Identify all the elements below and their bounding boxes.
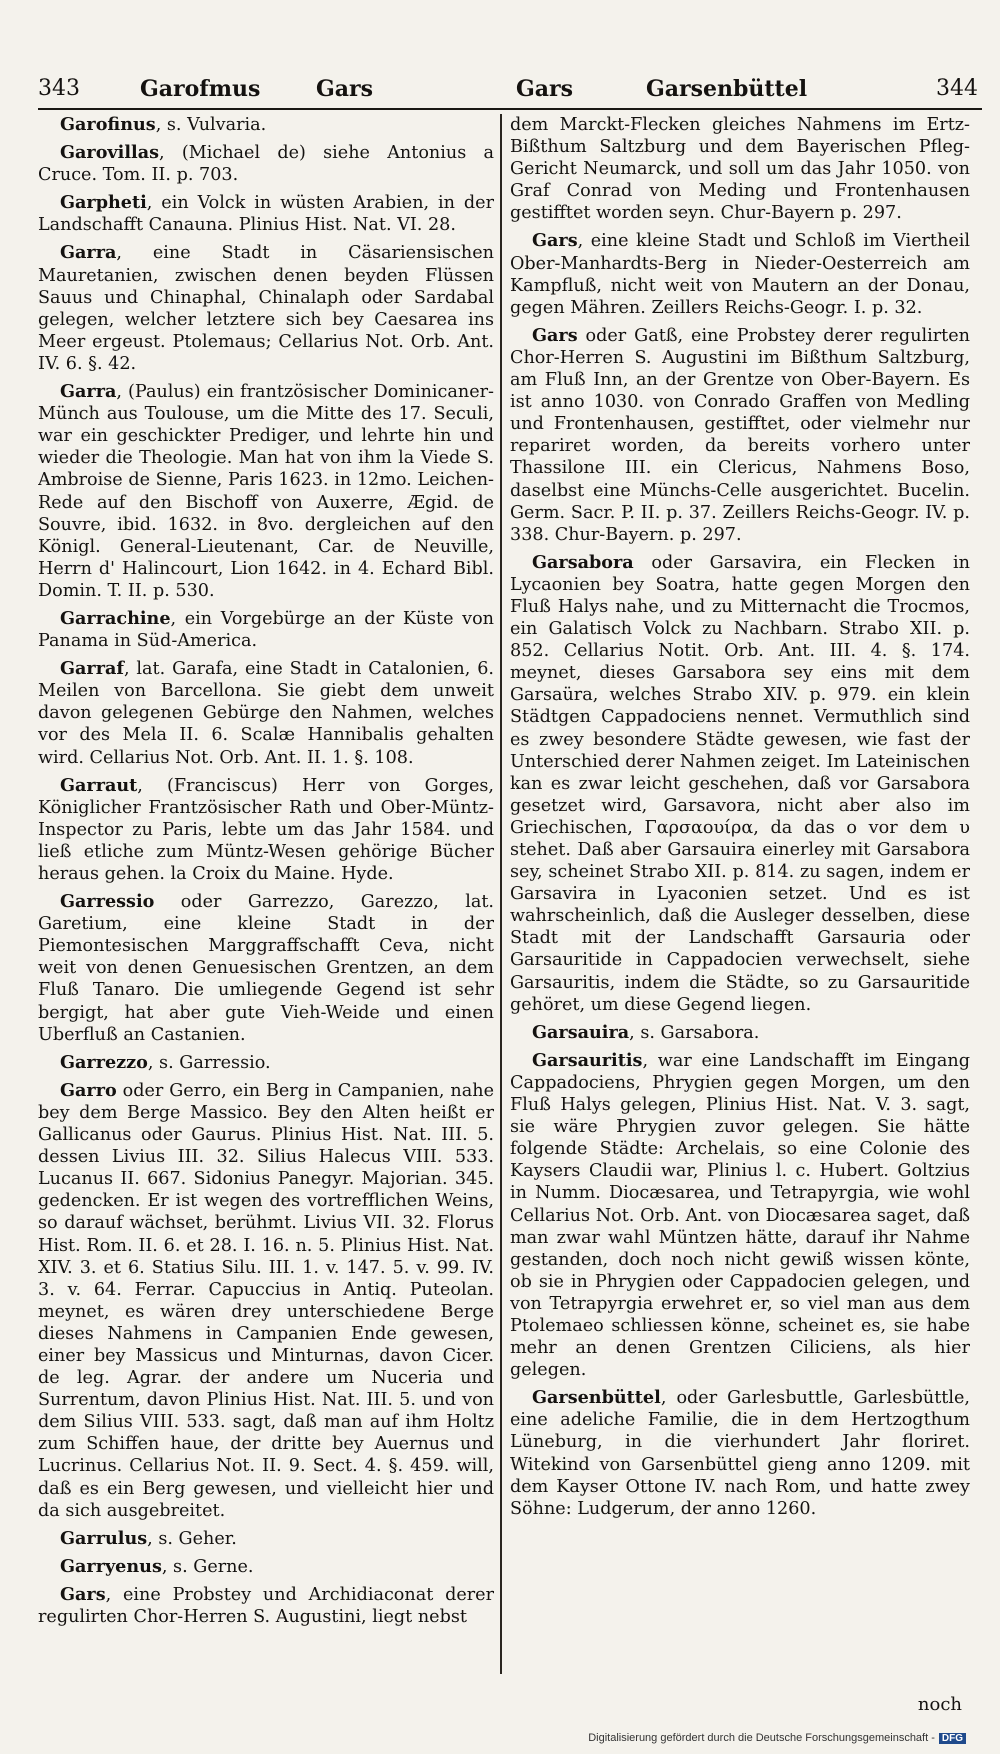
entry-lemma: Garofinus: [60, 114, 156, 135]
dictionary-entry: [510, 1387, 970, 1520]
dfg-logo: DFG: [939, 1733, 966, 1744]
running-header: [38, 76, 982, 110]
dictionary-entry: [510, 1022, 970, 1044]
entry-lemma: Garsabora: [532, 551, 634, 573]
entry-text: , oder Garlesbuttle, Garlesbüttle, eine adeliche Familie, die in dem Hertzogthum Lüneburg, in die vierhundert Jahr floriret. Witekind von Garsenbüttel gieng anno 1209. mit dem Kayser Ottone IV. nach Rom, und hatte zwey Söhne: Ludgerum, der anno 1260.: [510, 1388, 970, 1519]
entry-text: oder Gerro, ein Berg in Campanien, nahe bey dem Berge Massico. Bey den Alten heißt er Gallicanus oder Gaurus. Plinius Hist. Nat. III. 5. dessen Livius III. 32. Silius Halecus VIII. 533. Lucanus II. 667. Sidonius Panegyr. Majorian. 345. gedencken. Er ist wegen des vortrefflichen Weins, so darauf wächset, berühmt. Livius VII. 32. Florus Hist. Rom. II. 6. et 28. I. 16. n. 5. Plinius Hist. Nat. XIV. 3. et 6. Statius Silu. III. 1. v. 147. 5. v. 99. IV. 3. v. 64. Ferrar. Capuccius in Antiq. Puteolan. meynet, es wären drey unterschiedene Berge dieses Nahmens in Campanien Ende gewesen, einer bey Massicus und Minturnas, davon Cicer. de leg. Agrar. der andere um Nuceria und Surrentum, davon Plinius Hist. Nat. III. 5. und von dem Silius VIII. 533. sagt, daß man auf ihm Holtz zum Schiffen haue, der dritte bey Auernus und Lucrinus. Cellarius Not. II. 9. Sect. 4. §. 459. will, daß es ein Berg gewesen, und vielleicht hier und da sich ausgebreitet.: [38, 1080, 494, 1521]
entry-lemma: Garra: [60, 381, 117, 403]
entry-text: , s. Garsabora.: [629, 1022, 760, 1043]
entry-text: , eine Probstey und Archidiaconat derer regulirten Chor-Herren S. Augustini, liegt nebst: [38, 1584, 494, 1627]
catchword: noch: [917, 1694, 962, 1715]
right-column: [510, 114, 970, 1694]
entry-lemma: Garpheti: [60, 192, 147, 214]
head-word-right: Garsenbüttel: [646, 76, 808, 102]
dictionary-entry: [38, 658, 494, 768]
head-word-center-left: Gars: [316, 76, 374, 102]
left-column: [38, 114, 494, 1694]
entry-text: , ein Vorgebürge an der Küste von Panama in Süd-America.: [38, 608, 494, 652]
entry-text: oder Gatß, eine Probstey derer regulirten Chor-Herren S. Augustini im Bißthum Saltzburg, am Fluß Inn, an der Grentze von Ober-Bayern. Es ist anno 1030. von Conrado Graffen von Medling und Frontenhausen, gestifftet, oder vielmehr nur repariret worden, da bereits vorhero unter Thassilone III. ein Clericus, Nahmens Boso, daselbst eine Münchs-Celle ausgerichtet. Bucelin. Germ. Sacr. P. II. p. 37. Zeillers Reichs-Geogr. IV. p. 338. Chur-Bayern. p. 297.: [510, 325, 970, 545]
entry-lemma: Gars: [532, 324, 578, 346]
entry-text: , eine Stadt in Cäsariensischen Mauretanien, zwischen denen beyden Flüssen Sauus und Chinaphal, Chinalaph oder Sardabal gelegen, welcher letztere sich bey Caesarea ins Meer ergeust. Ptolemaus; Cellarius Not. Orb. Ant. IV. 6. §. 42.: [38, 243, 494, 374]
footer-text: Digitalisierung gefördert durch die Deutsche Forschungsgemeinschaft -: [588, 1732, 935, 1744]
entry-lemma: Gars: [60, 1583, 106, 1605]
entry-text: , eine kleine Stadt und Schloß im Viertheil Ober-Manhardts-Berg in Nieder-Oesterreich am Kampfluß, nicht weit von Mautern an der Donau, gegen Mähren. Zeillers Reichs-Geogr. I. p. 32.: [510, 231, 970, 318]
entry-text: , s. Garressio.: [147, 1052, 271, 1073]
entry-lemma: Garraf: [60, 658, 124, 680]
dictionary-entry: [38, 192, 494, 236]
entry-text: oder Garrezzo, Garezzo, lat. Garetium, eine kleine Stadt in der Piemontesischen Marggraffschafft Ceva, nicht weit von denen Genuesischen Grentzen, an dem Fluß Tanaro. Die umliegende Gegend ist sehr bergigt, hat aber gute Vieh-Weide und einen Uberfluß an Castanien.: [38, 892, 494, 1045]
dictionary-entry: [38, 775, 494, 885]
entry-lemma: Garressio: [60, 891, 155, 913]
dictionary-entry: [38, 381, 494, 602]
dictionary-entry: [38, 1528, 494, 1550]
dictionary-entry: [510, 230, 970, 318]
entry-text: , (Michael de) siehe Antonius a Cruce. Tom. II. p. 703.: [38, 143, 494, 186]
entry-lemma: Garsenbüttel: [532, 1387, 661, 1409]
entry-text: , lat. Garafa, eine Stadt in Catalonien, 6. Meilen von Barcellona. Sie giebt dem unweit davon gelegenen Gebürge den Nahmen, welches vor des Mela II. 6. Scalæ Hannibalis gehalten wird. Cellarius Not. Orb. Ant. II. 1. §. 108.: [38, 659, 494, 768]
dictionary-entry: [38, 1556, 494, 1578]
entry-text: oder Garsavira, ein Flecken in Lycaonien bey Soatra, hatte gegen Morgen den Fluß Halys nahe, und zu Mitternacht die Trocmos, ein Galatisch Volck zu Nachbarn. Strabo XII. p. 852. Cellarius Notit. Orb. Ant. III. 4. §. 174. meynet, dieses Garsabora sey eins mit dem Garsaüra, welches Strabo XIV. p. 979. ein klein Städtgen Cappadociens nennet. Vermuthlich sind es zwey besondere Städte gewesen, wie fast der Unterschied derer Nahmen zeiget. Im Lateinischen kan es zwar leicht geschehen, daß vor Garsabora gesetzet wird, Garsavora, nicht aber also im Griechischen, Γαρσαουίρα, da das ο vor dem υ stehet. Daß aber Garsauira einerley mit Garsabora sey, scheinet Strabo XII. p. 814. zu sagen, indem er Garsavira in Lyaconien setzet. Und es ist wahrscheinlich, daß die Ausleger desselben, diese Stadt mit der Landschafft Garsauria oder Garsauritide in Cappadocien verwechselt, siehe Garsauritis, indem die Städte, so zu Garsauritide gehöret, um diese Gegend liegen.: [510, 552, 970, 1015]
entry-text: , (Franciscus) Herr von Gorges, Königlicher Frantzösischer Rath und Ober-Müntz-Inspector zu Paris, lebte um das Jahr 1584. und ließ etliche zum Müntz-Wesen gehörige Bücher heraus gehen. la Croix du Maine. Hyde.: [38, 775, 494, 884]
digitization-footer: [588, 1732, 966, 1744]
entry-lemma: Garrulus: [60, 1527, 148, 1549]
dictionary-entry: [510, 114, 970, 224]
entry-text: , s. Geher.: [147, 1528, 237, 1549]
dictionary-entry: [38, 142, 494, 186]
entry-text: , s. Vulvaria.: [155, 115, 267, 135]
entry-text: , s. Gerne.: [161, 1556, 254, 1577]
head-word-center-right: Gars: [516, 76, 574, 102]
entry-lemma: Garovillas: [60, 142, 160, 164]
dictionary-entry: [38, 1584, 494, 1628]
entry-lemma: Garrezzo: [60, 1051, 148, 1073]
dictionary-entry: [38, 114, 494, 136]
column-rule: [500, 114, 502, 1674]
entry-lemma: Garra: [60, 242, 117, 264]
dictionary-entry: [38, 1080, 494, 1522]
dictionary-entry: [38, 608, 494, 652]
entry-lemma: Garraut: [60, 774, 138, 796]
dictionary-entry: [510, 325, 970, 546]
dictionary-entry: [38, 1052, 494, 1074]
entry-lemma: Gars: [532, 230, 578, 252]
entry-text: dem Marckt-Flecken gleiches Nahmens im Ertz-Bißthum Saltzburg und dem Bayerischen Pfleg-Gericht Neumarck, und soll um das Jahr 1050. von Graf Conrad von Meding und Frontenhausen gestifftet worden seyn. Chur-Bayern p. 297.: [510, 115, 970, 224]
entry-lemma: Garsauritis: [532, 1049, 643, 1071]
entry-lemma: Garro: [60, 1079, 117, 1101]
dictionary-entry: [510, 1050, 970, 1381]
entry-lemma: Garrachine: [60, 607, 171, 629]
head-word-left: Garofmus: [140, 76, 261, 102]
page-number-right: 344: [936, 76, 978, 101]
dictionary-entry: [38, 891, 494, 1046]
dictionary-entry: [38, 242, 494, 375]
dictionary-entry: [510, 552, 970, 1016]
entry-text: , ein Volck in wüsten Arabien, in der Landschafft Canauna. Plinius Hist. Nat. VI. 28.: [38, 193, 494, 236]
header-rule: [38, 108, 982, 110]
entry-text: , war eine Landschafft im Eingang Cappadociens, Phrygien gegen Morgen, um den Fluß Halys gelegen, Plinius Hist. Nat. V. 3. sagt, sie wäre Phrygien zuvor gelegen. Sie hätte folgende Städte: Archelais, so eine Colonie des Kaysers Claudii war, Plinius l. c. Hubert. Goltzius in Numm. Diocæsarea, und Tetrapyrgia, wie wohl Cellarius Not. Orb. Ant. von Diocæsarea saget, daß man zwar wahl Müntzen hätte, darauf ihr Nahme gestanden, doch noch nicht gewiß wissen könte, ob sie in Phrygien oder Cappadocien gelegen, und von Tetrapyrgia erwehret er, so viel man aus dem Ptolemaeo schliessen könne, scheinet es, sie habe mehr an denen Grentzen Ciliciens, als hier gelegen.: [510, 1050, 970, 1381]
entry-lemma: Garryenus: [60, 1555, 162, 1577]
entry-text: , (Paulus) ein frantzösischer Dominicaner-Münch aus Toulouse, um die Mitte des 17. Seculi, war ein geschickter Prediger, und lehrte hin und wieder die Theologie. Man hat von ihm la Viede S. Ambroise de Sienne, Paris 1623. in 12mo. Leichen-Rede auf den Bischoff von Auxerre, Ægid. de Souvre, ibid. 1632. in 8vo. dergleichen auf den Königl. General-Lieutenant, Car. de Neuville, Herrn d' Halincourt, Lion 1642. in 4. Echard Bibl. Domin. T. II. p. 530.: [38, 382, 494, 601]
page-number-left: 343: [38, 76, 80, 101]
entry-lemma: Garsauira: [532, 1021, 630, 1043]
